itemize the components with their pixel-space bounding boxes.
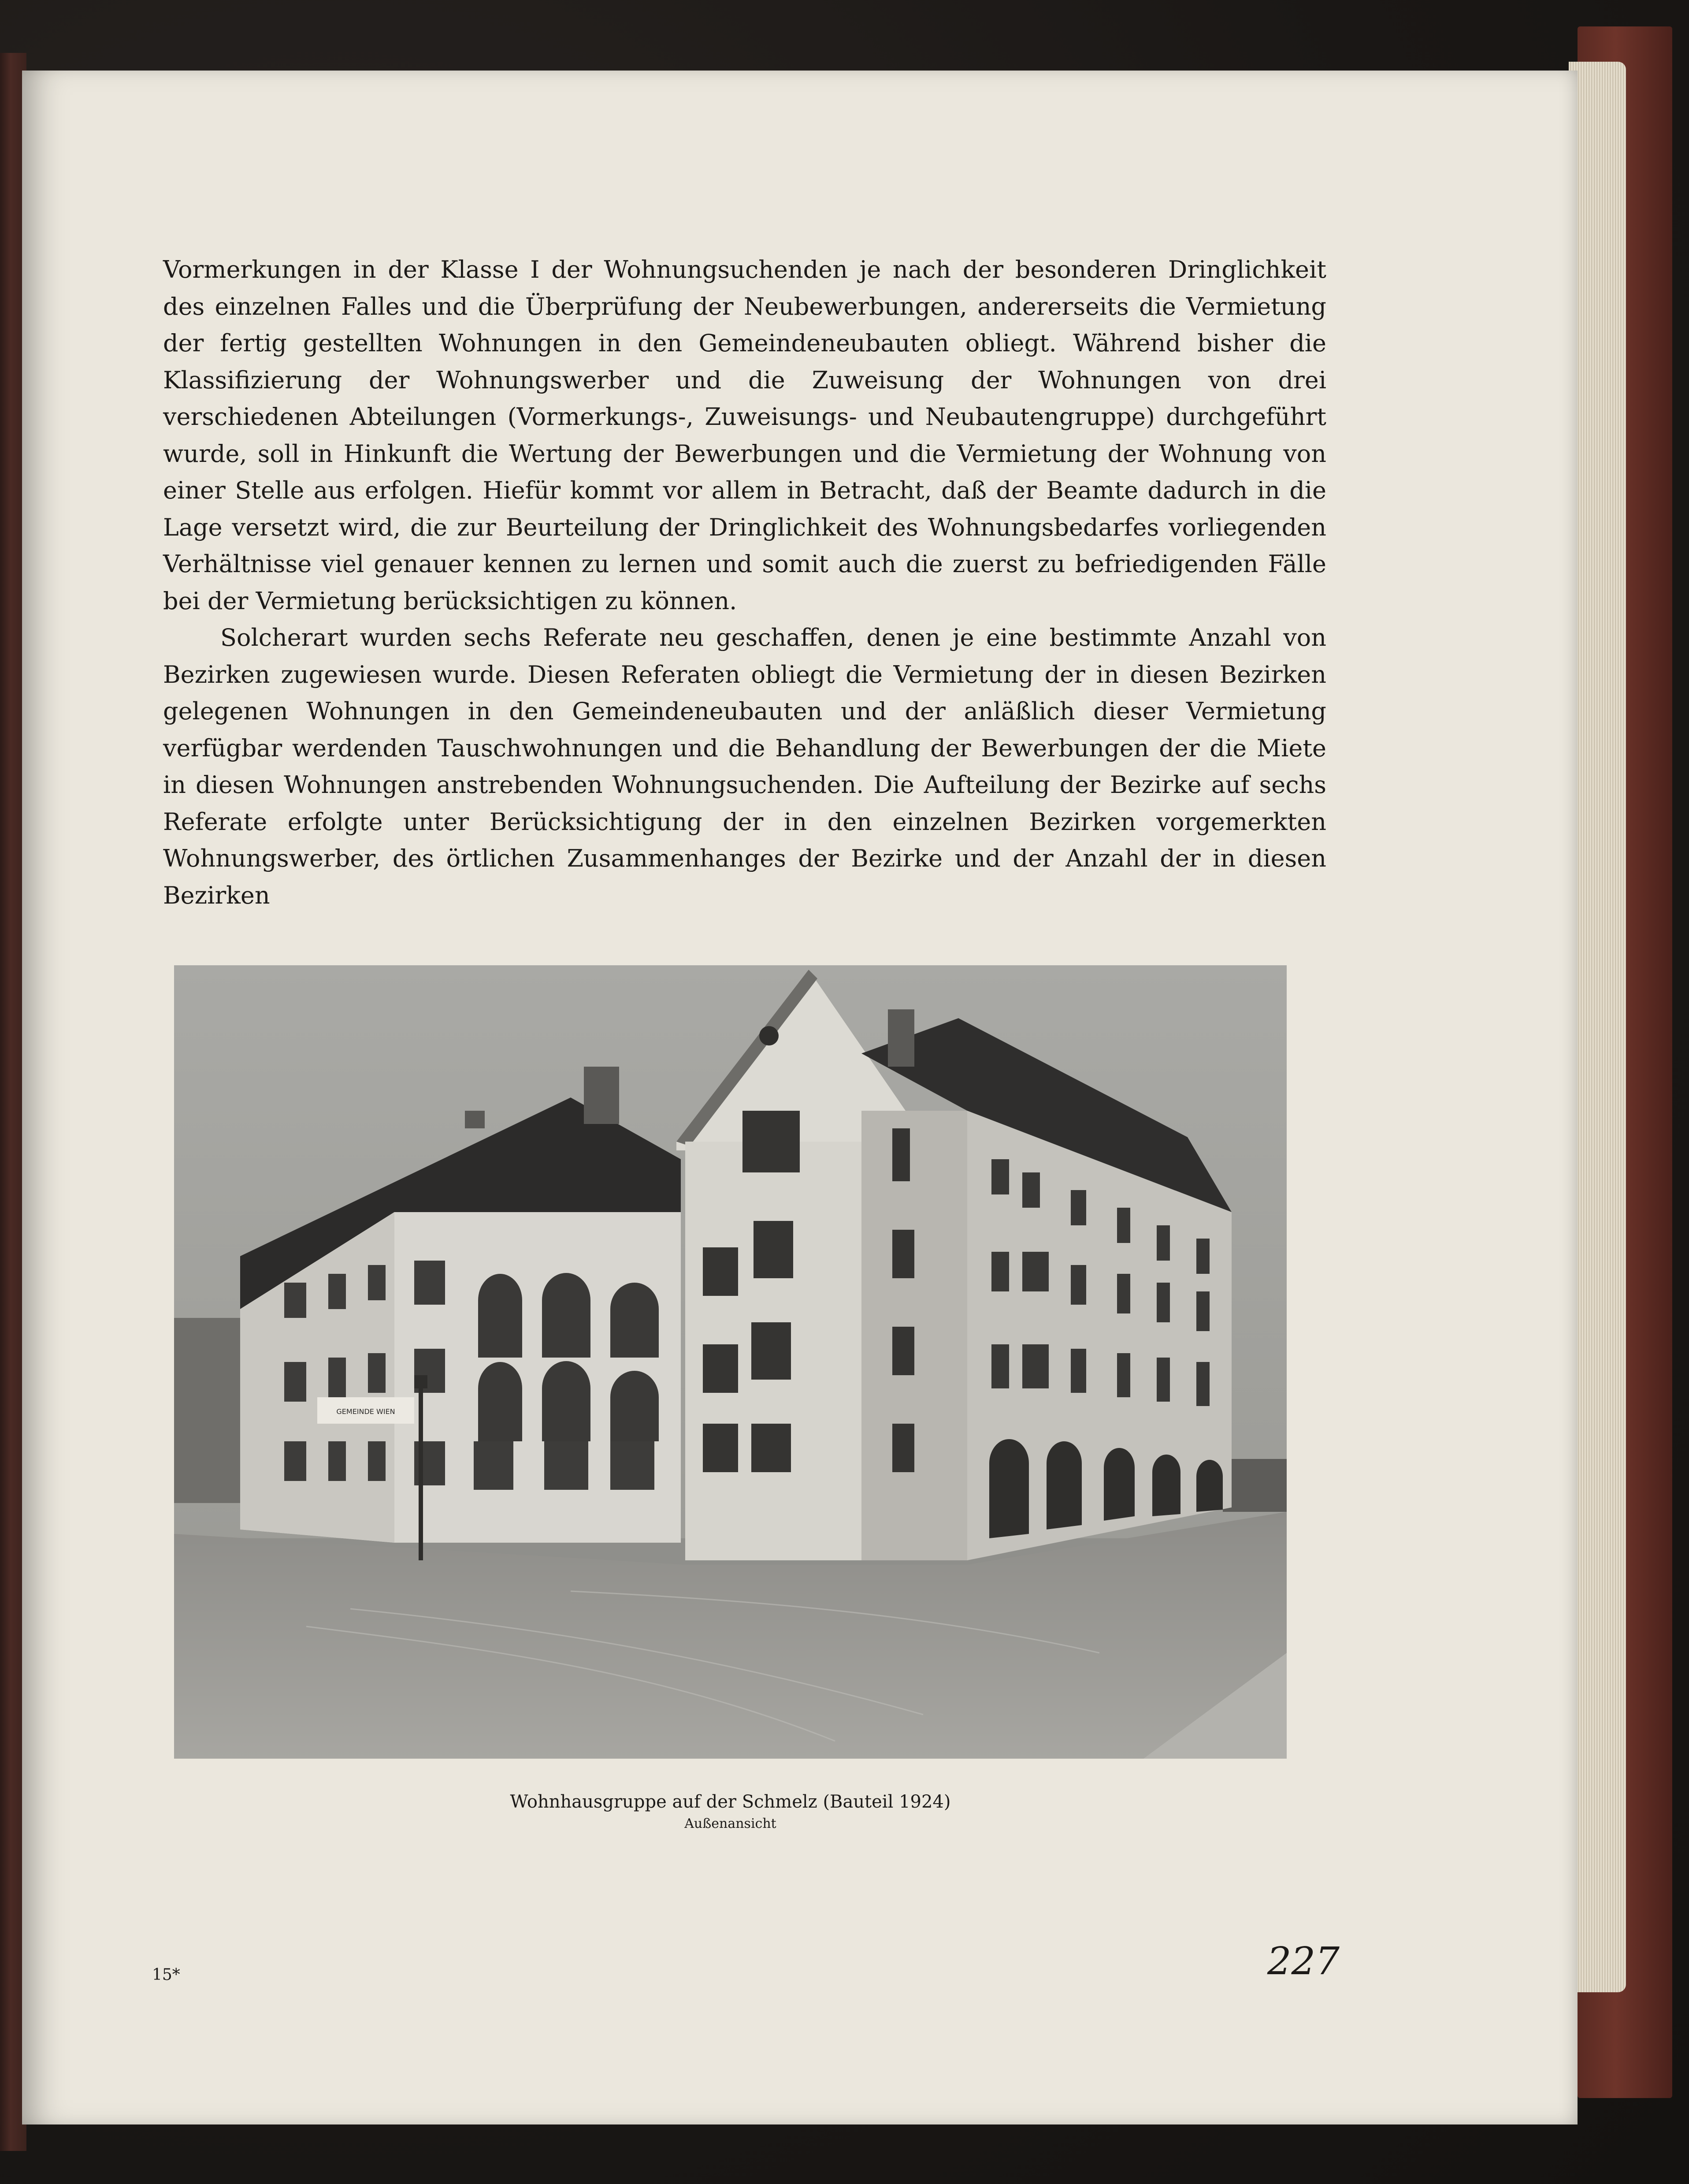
caption-subtitle: Außenansicht (684, 1816, 776, 1831)
figure-caption (174, 1790, 1287, 1834)
loggia-arches (478, 1273, 659, 1441)
page-number: 227 (1267, 1939, 1340, 1983)
signature-mark: 15* (152, 1966, 180, 1984)
body-text (163, 251, 1326, 914)
caption-title: Wohnhausgruppe auf der Schmelz (Bauteil 1924) (510, 1792, 951, 1812)
building-photograph (174, 965, 1287, 1759)
chimney-left (584, 1067, 619, 1124)
distant-trees-right (1223, 1459, 1287, 1512)
gable-round-window (759, 1026, 779, 1045)
paragraph-2: Solcherart wurden sechs Referate neu geschaffen, denen je eine bestimmte Anzahl von Bezirken zugewiesen wurde. Diesen Referaten obliegt die Vermietung der in diesen Bezirken gelegenen Wohnungen in den Gemeindeneubauten und der anläßlich dieser Vermietung verfügbar werdenden Tauschwohnungen und die Behandlung der Bewerbungen der die Miete in diesen Wohnungen anstrebenden Wohnungsuchenden. Die Aufteilung der Bezirke auf sechs Referate erfolgte unter Berücksichtigung der in den einzelnen Bezirken vorgemerkten Wohnungswerber, des örtlichen Zusammenhanges der Bezirke und der Anzahl der in diesen Bezirken (163, 624, 1326, 909)
facade-sign-text: GEMEINDE WIEN (336, 1407, 395, 1416)
paragraph-1: Vormerkungen in der Klasse I der Wohnungsuchenden je nach der besonderen Dringlichkeit des einzelnen Falles und die Überprüfung der Neubewerbungen, andererseits die Vermietung der fertig gestellten Wohnungen in den Gemeindeneubauten obliegt. Während bisher die Klassifizierung der Wohnungswerber und die Zuweisung der Wohnungen von drei verschiedenen Abteilungen (Vormerkungs-, Zuweisungs- und Neubautengruppe) durchgeführt wurde, soll in Hinkunft die Wertung der Bewerbungen und die Vermietung der Wohnung von einer Stelle aus erfolgen. Hiefür kommt vor allem in Betracht, daß der Beamte dadurch in die Lage versetzt wird, die zur Beurteilung der Dringlichkeit des Wohnungsbedarfes vorliegenden Verhältnisse viel genauer kennen zu lernen und somit auch die zuerst zu befriedigenden Fälle bei der Vermietung berücksichtigen zu können. (163, 256, 1326, 615)
street-lamp (419, 1384, 423, 1560)
background-building-left (174, 1318, 240, 1503)
book-page (22, 71, 1578, 2124)
